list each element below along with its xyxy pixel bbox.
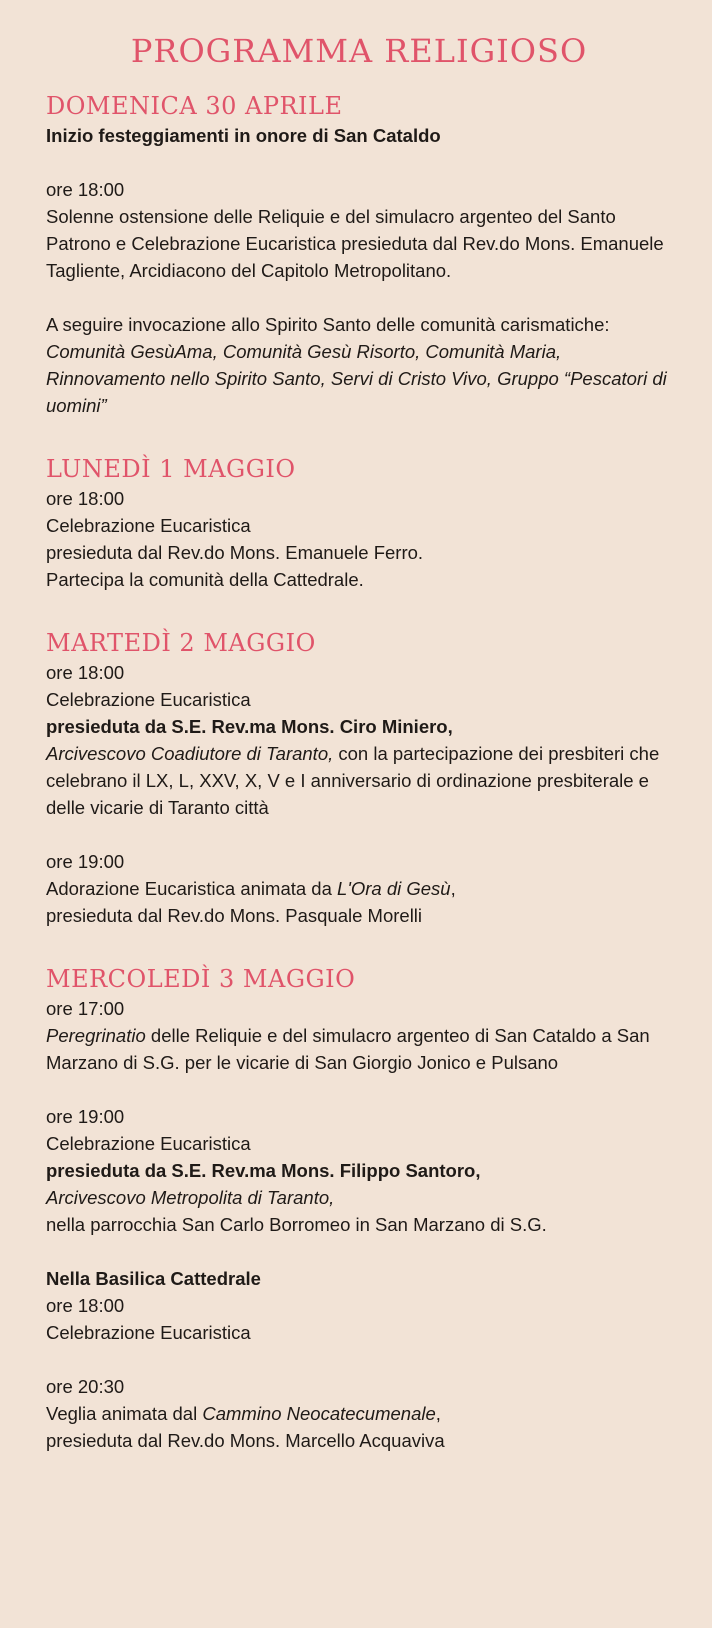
day-section-sunday [46, 92, 672, 419]
event-text: Celebrazione Eucaristica [46, 1133, 251, 1154]
event-text: Adorazione Eucaristica animata da L'Ora di Gesù, [46, 878, 456, 899]
event-text: Partecipa la comunità della Cattedrale. [46, 569, 364, 590]
day-heading: MARTEDÌ 2 MAGGIO [46, 629, 316, 657]
event-text: presieduta da S.E. Rev.ma Mons. Filippo Santoro, [46, 1160, 481, 1181]
event-time: ore 20:30 [46, 1376, 125, 1397]
event-time: ore 19:00 [46, 851, 125, 872]
event-text: presieduta dal Rev.do Mons. Pasquale Morelli [46, 905, 423, 926]
event-text: Celebrazione Eucaristica [46, 1322, 251, 1343]
day-section-wednesday [46, 965, 672, 1454]
day-heading: LUNEDÌ 1 MAGGIO [46, 455, 296, 483]
event-text: Celebrazione Eucaristica [46, 515, 251, 536]
event-time: ore 18:00 [46, 179, 125, 200]
event-text: Arcivescovo Coadiutore di Taranto, con la partecipazione dei presbiteri che celebrano il LX, L, XXV, X, V e I anniversario di ordinazione presbiterale e delle vicarie di Taranto città [46, 743, 660, 818]
event-text: presieduta dal Rev.do Mons. Emanuele Ferro. [46, 542, 424, 563]
event-time: ore 19:00 [46, 1106, 125, 1127]
page-title: PROGRAMMA RELIGIOSO [130, 32, 588, 70]
event-text: nella parrocchia San Carlo Borromeo in San Marzano di S.G. [46, 1214, 547, 1235]
event-text: Arcivescovo Metropolita di Taranto, [46, 1187, 335, 1208]
event-time: ore 17:00 [46, 998, 125, 1019]
day-section-tuesday [46, 629, 672, 929]
day-heading: MERCOLEDÌ 3 MAGGIO [46, 965, 356, 993]
event-text: A seguire invocazione allo Spirito Santo delle comunità carismatiche: Comunità GesùAma, Comunità Gesù Risorto, Comunità Maria, Rinnovamento nello Spirito Santo, Servi di Cristo Vivo, Gruppo “Pescatori di uomini” [46, 314, 667, 416]
event-time: ore 18:00 [46, 488, 125, 509]
event-text: Veglia animata dal Cammino Neocatecumenale, [46, 1403, 441, 1424]
event-time: ore 18:00 [46, 1295, 125, 1316]
intro-text: Inizio festeggiamenti in onore di San Cataldo [46, 125, 441, 146]
event-text: Peregrinatio delle Reliquie e del simulacro argenteo di San Cataldo a San Marzano di S.G. per le vicarie di San Giorgio Jonico e Pulsano [46, 1025, 650, 1073]
event-text: Solenne ostensione delle Reliquie e del simulacro argenteo del Santo Patrono e Celebrazione Eucaristica presieduta dal Rev.do Mons. Emanuele Tagliente, Arcidiacono del Capitolo Metropolitano. [46, 206, 664, 281]
event-text: presieduta da S.E. Rev.ma Mons. Ciro Miniero, [46, 716, 453, 737]
day-section-monday [46, 455, 672, 593]
day-heading: DOMENICA 30 APRILE [46, 92, 343, 120]
event-text: Celebrazione Eucaristica [46, 689, 251, 710]
event-time: ore 18:00 [46, 662, 125, 683]
event-text: presieduta dal Rev.do Mons. Marcello Acquaviva [46, 1430, 445, 1451]
event-place: Nella Basilica Cattedrale [46, 1268, 261, 1289]
